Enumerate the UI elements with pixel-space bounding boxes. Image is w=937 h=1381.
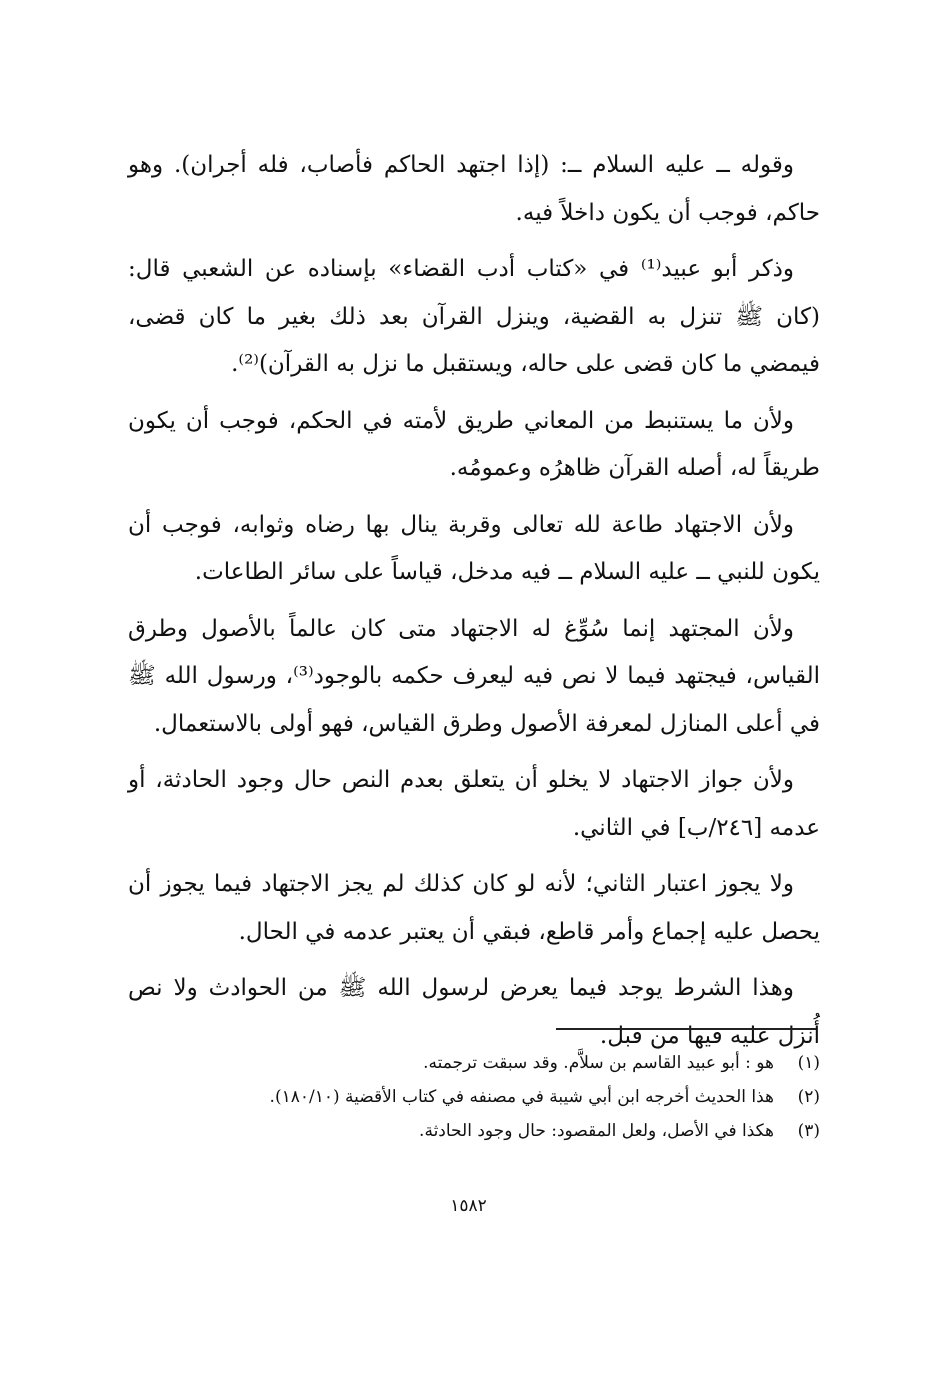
footnote (128, 1080, 820, 1114)
paragraph: ولأن جواز الاجتهاد لا يخلو أن يتعلق بعدم النص حال وجود الحادثة، أو عدمه [٢٤٦/ب] في الثاني. (128, 767, 820, 841)
footnote-number: (٢) (797, 1087, 820, 1107)
footnote (128, 1114, 820, 1148)
paragraph: وذكر أبو عبيد⁽¹⁾ في «كتاب أدب القضاء» بإسناده عن الشعبي قال: (كان ﷺ تنزل به القضية، وينزل القرآن بعد ذلك بغير ما كان قضى، فيمضي ما كان قضى على حاله، ويستقبل ما نزل به القرآن)⁽²⁾. (128, 256, 820, 377)
footnote-number: (٣) (797, 1121, 820, 1141)
paragraph: ولأن المجتهد إنما سُوِّغ له الاجتهاد متى كان عالماً بالأصول وطرق القياس، فيجتهد فيما لا نص فيه ليعرف حكمه بالوجود⁽³⁾، ورسول الله ﷺ في أعلى المنازل لمعرفة الأصول وطرق القياس، فهو أولى بالاستعمال. (128, 615, 820, 737)
footnote-text: هذا الحديث أخرجه ابن أبي شيبة في مصنفه في كتاب الأقضية (١٨٠/١٠). (269, 1087, 774, 1107)
paragraph: وهذا الشرط يوجد فيما يعرض لرسول الله ﷺ من الحوادث ولا نص أُنزل عليه فيها من قبل. (128, 975, 820, 1049)
footnote-text: هو : أبو عبيد القاسم بن سلاَّم. وقد سبقت ترجمته. (423, 1053, 774, 1073)
paragraph: وقوله ــ عليه السلام ــ: (إذا اجتهد الحاكم فأصاب، فله أجران). وهو حاكم، فوجب أن يكون داخلاً فيه. (128, 152, 820, 226)
footnote-text: هكذا في الأصل، ولعل المقصود: حال وجود الحادثة. (419, 1121, 774, 1141)
paragraph: ولأن الاجتهاد طاعة لله تعالى وقربة ينال بها رضاه وثوابه، فوجب أن يكون للنبي ــ عليه السلام ــ فيه مدخل، قياساً على سائر الطاعات. (128, 511, 820, 585)
paragraph: ولأن ما يستنبط من المعاني طريق لأمته في الحكم، فوجب أن يكون طريقاً له، أصله القرآن ظاهرُه وعمومُه. (128, 407, 820, 481)
page-number: ١٥٨٢ (450, 1196, 487, 1216)
footnote-separator (556, 1028, 816, 1030)
footnote-number: (١) (797, 1053, 820, 1073)
paragraph: ولا يجوز اعتبار الثاني؛ لأنه لو كان كذلك لم يجز الاجتهاد فيما يجوز أن يحصل عليه إجماع وأمر قاطع، فبقي أن يعتبر عدمه في الحال. (128, 871, 820, 945)
footnotes (128, 1046, 820, 1148)
footnote (128, 1046, 820, 1080)
main-text (128, 142, 820, 1069)
